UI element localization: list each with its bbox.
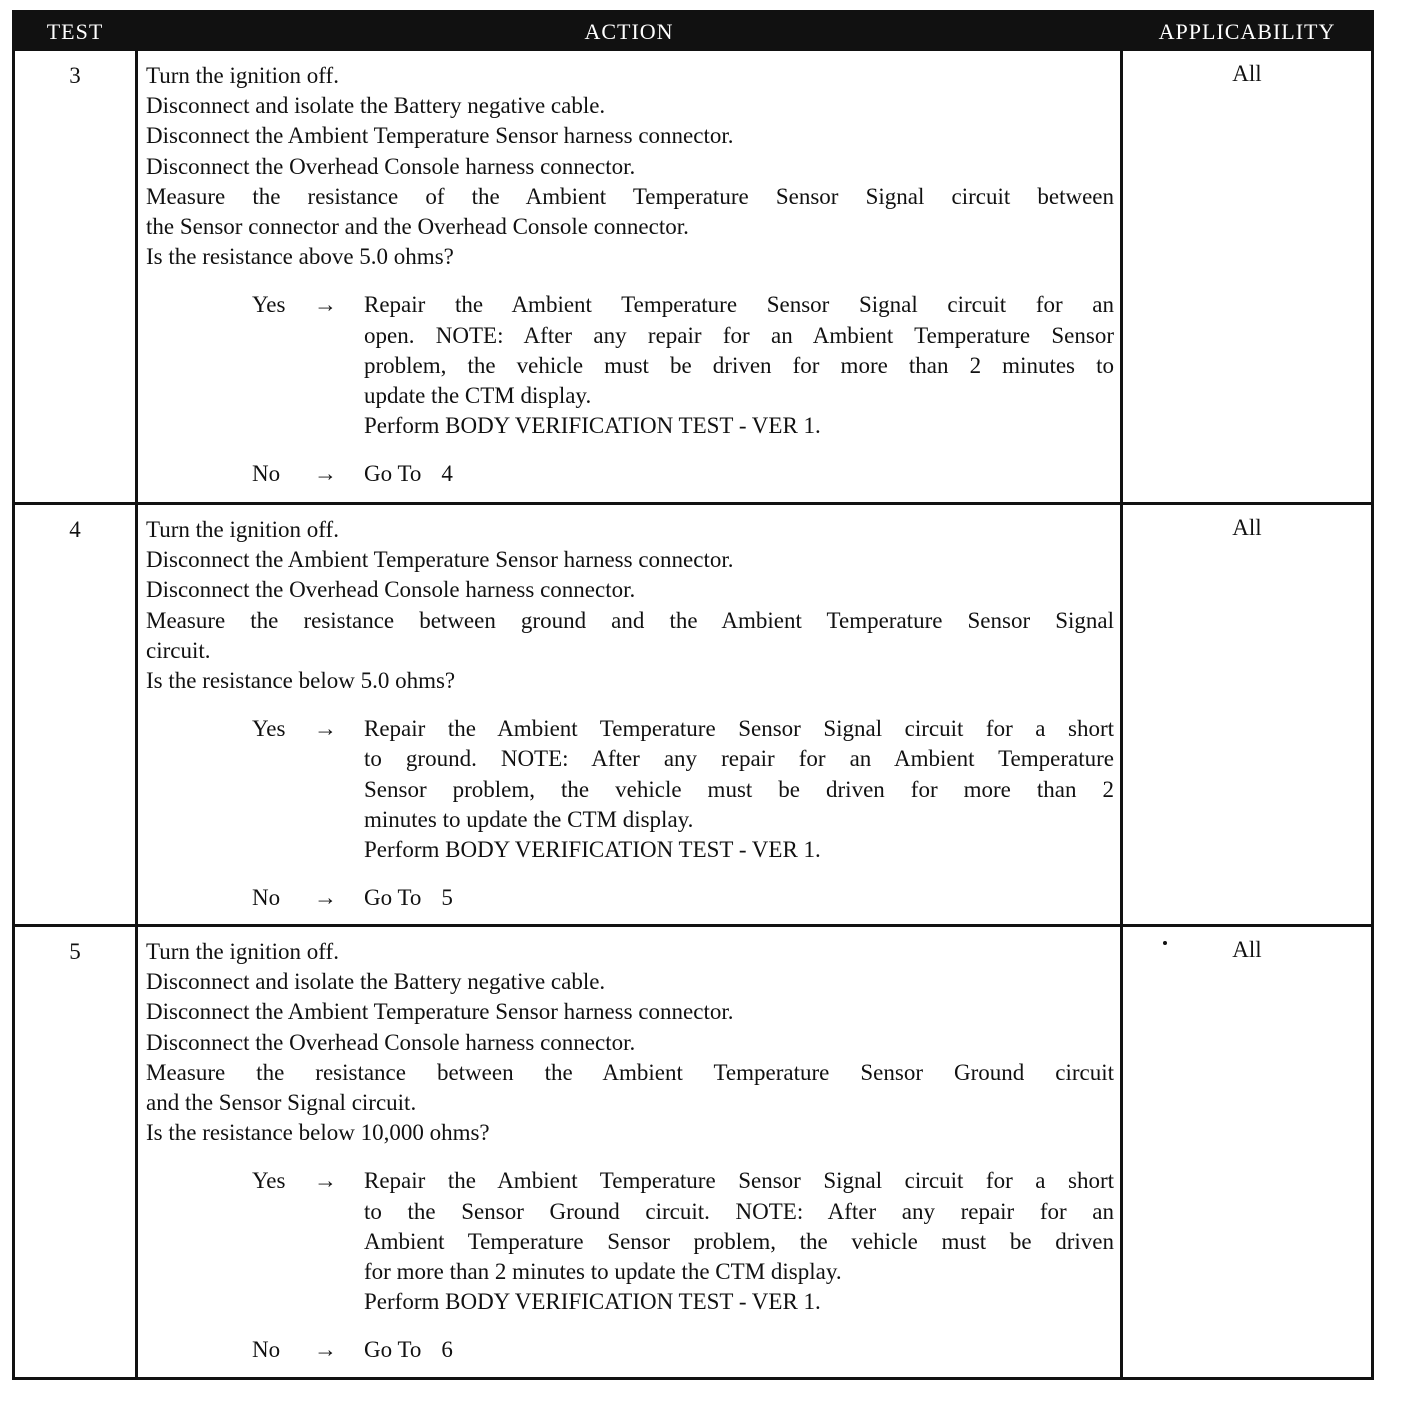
- yes-instructions: [364, 290, 1114, 441]
- yes-line: for more than 2 minutes to update the CTM display.: [364, 1259, 842, 1285]
- yes-line: Repair the Ambient Temperature Sensor Signal circuit for an: [364, 292, 1114, 318]
- right-arrow-icon: →: [314, 1168, 337, 1194]
- test-number: 4: [69, 517, 81, 542]
- action-step: Disconnect and isolate the Battery negative cable.: [146, 93, 606, 119]
- column-divider: [135, 927, 138, 1377]
- right-arrow-icon: →: [314, 461, 337, 487]
- yes-line: Sensor problem, the vehicle must be driven for more than 2: [364, 776, 1114, 802]
- no-branch: [146, 883, 1114, 913]
- no-label: No: [252, 1337, 281, 1363]
- test-number: 3: [69, 63, 81, 88]
- action-step: Disconnect the Ambient Temperature Sensor harness connector.: [146, 547, 734, 573]
- goto-label: Go To: [364, 885, 422, 911]
- no-label: No: [252, 885, 281, 911]
- column-divider: [1120, 927, 1123, 1377]
- yes-line: Repair the Ambient Temperature Sensor Signal circuit for a short: [364, 1168, 1114, 1194]
- action-cell: [146, 515, 1114, 913]
- yes-line: to the Sensor Ground circuit. NOTE: After any repair for an: [364, 1198, 1114, 1224]
- action-step: circuit.: [146, 637, 211, 663]
- header-test: TEST: [46, 19, 104, 44]
- action-step: and the Sensor Signal circuit.: [146, 1090, 417, 1116]
- table-row-test-3: [15, 51, 1371, 504]
- yes-branch: [146, 714, 1114, 865]
- yes-line: problem, the vehicle must be driven for more than 2 minutes to: [364, 352, 1114, 378]
- yes-line: open. NOTE: After any repair for an Ambient Temperature Sensor: [364, 322, 1114, 348]
- goto-label: Go To: [364, 1337, 422, 1363]
- table-row-test-5: [15, 924, 1371, 1377]
- applicability-value: All: [1232, 61, 1262, 86]
- yes-line: to ground. NOTE: After any repair for an Ambient Temperature: [364, 746, 1114, 772]
- action-step: Disconnect and isolate the Battery negative cable.: [146, 969, 606, 995]
- goto-label: Go To: [364, 461, 422, 487]
- yes-line: Perform BODY VERIFICATION TEST - VER 1.: [364, 413, 821, 439]
- column-divider: [135, 51, 138, 504]
- action-step: Measure the resistance between ground and the Ambient Temperature Sensor Signal: [146, 607, 1114, 633]
- no-branch: [146, 459, 1114, 489]
- action-step: Measure the resistance of the Ambient Temperature Sensor Signal circuit between: [146, 183, 1114, 209]
- action-step: Turn the ignition off.: [146, 939, 339, 964]
- table-header-row: [15, 13, 1371, 51]
- right-arrow-icon: →: [314, 885, 337, 911]
- applicability-value: All: [1232, 937, 1262, 962]
- right-arrow-icon: →: [314, 1337, 337, 1363]
- column-divider: [135, 505, 138, 926]
- diagnostic-test-table: [12, 10, 1374, 1380]
- yes-line: Repair the Ambient Temperature Sensor Signal circuit for a short: [364, 716, 1114, 742]
- yes-branch: [146, 1166, 1114, 1317]
- action-question: Is the resistance below 10,000 ohms?: [146, 1120, 490, 1146]
- action-cell: [146, 937, 1114, 1366]
- goto-target: 5: [441, 885, 453, 911]
- action-step: Disconnect the Ambient Temperature Sensor harness connector.: [146, 123, 734, 149]
- yes-label: Yes: [252, 292, 286, 318]
- no-instructions: [364, 1335, 1114, 1365]
- test-number: 5: [69, 939, 81, 964]
- action-step: Disconnect the Overhead Console harness connector.: [146, 1029, 636, 1055]
- no-instructions: [364, 883, 1114, 913]
- yes-line: minutes to update the CTM display.: [364, 806, 694, 832]
- no-label: No: [252, 461, 281, 487]
- action-step: Disconnect the Overhead Console harness connector.: [146, 577, 636, 603]
- right-arrow-icon: →: [314, 292, 337, 318]
- applicability-value: All: [1232, 515, 1262, 540]
- header-action: ACTION: [584, 19, 674, 44]
- yes-label: Yes: [252, 716, 286, 742]
- table-row-test-4: [15, 502, 1371, 926]
- yes-instructions: [364, 1166, 1114, 1317]
- action-step: Turn the ignition off.: [146, 63, 339, 88]
- header-applicability: APPLICABILITY: [1158, 19, 1336, 44]
- no-branch: [146, 1335, 1114, 1365]
- action-step: Turn the ignition off.: [146, 517, 339, 542]
- yes-line: Perform BODY VERIFICATION TEST - VER 1.: [364, 1289, 821, 1315]
- yes-instructions: [364, 714, 1114, 865]
- right-arrow-icon: →: [314, 716, 337, 742]
- action-question: Is the resistance above 5.0 ohms?: [146, 244, 454, 270]
- action-cell: [146, 61, 1114, 490]
- action-step: Disconnect the Overhead Console harness connector.: [146, 153, 636, 179]
- yes-label: Yes: [252, 1168, 286, 1194]
- goto-target: 6: [441, 1337, 453, 1363]
- no-instructions: [364, 459, 1114, 489]
- column-divider: [1120, 505, 1123, 926]
- action-step: Disconnect the Ambient Temperature Sensor harness connector.: [146, 999, 734, 1025]
- action-step: the Sensor connector and the Overhead Console connector.: [146, 214, 689, 240]
- yes-line: Ambient Temperature Sensor problem, the vehicle must be driven: [364, 1228, 1114, 1254]
- yes-line: Perform BODY VERIFICATION TEST - VER 1.: [364, 837, 821, 863]
- action-step: Measure the resistance between the Ambient Temperature Sensor Ground circuit: [146, 1059, 1114, 1085]
- yes-branch: [146, 290, 1114, 441]
- column-divider: [1120, 51, 1123, 504]
- goto-target: 4: [441, 461, 453, 487]
- action-question: Is the resistance below 5.0 ohms?: [146, 668, 456, 694]
- yes-line: update the CTM display.: [364, 383, 592, 409]
